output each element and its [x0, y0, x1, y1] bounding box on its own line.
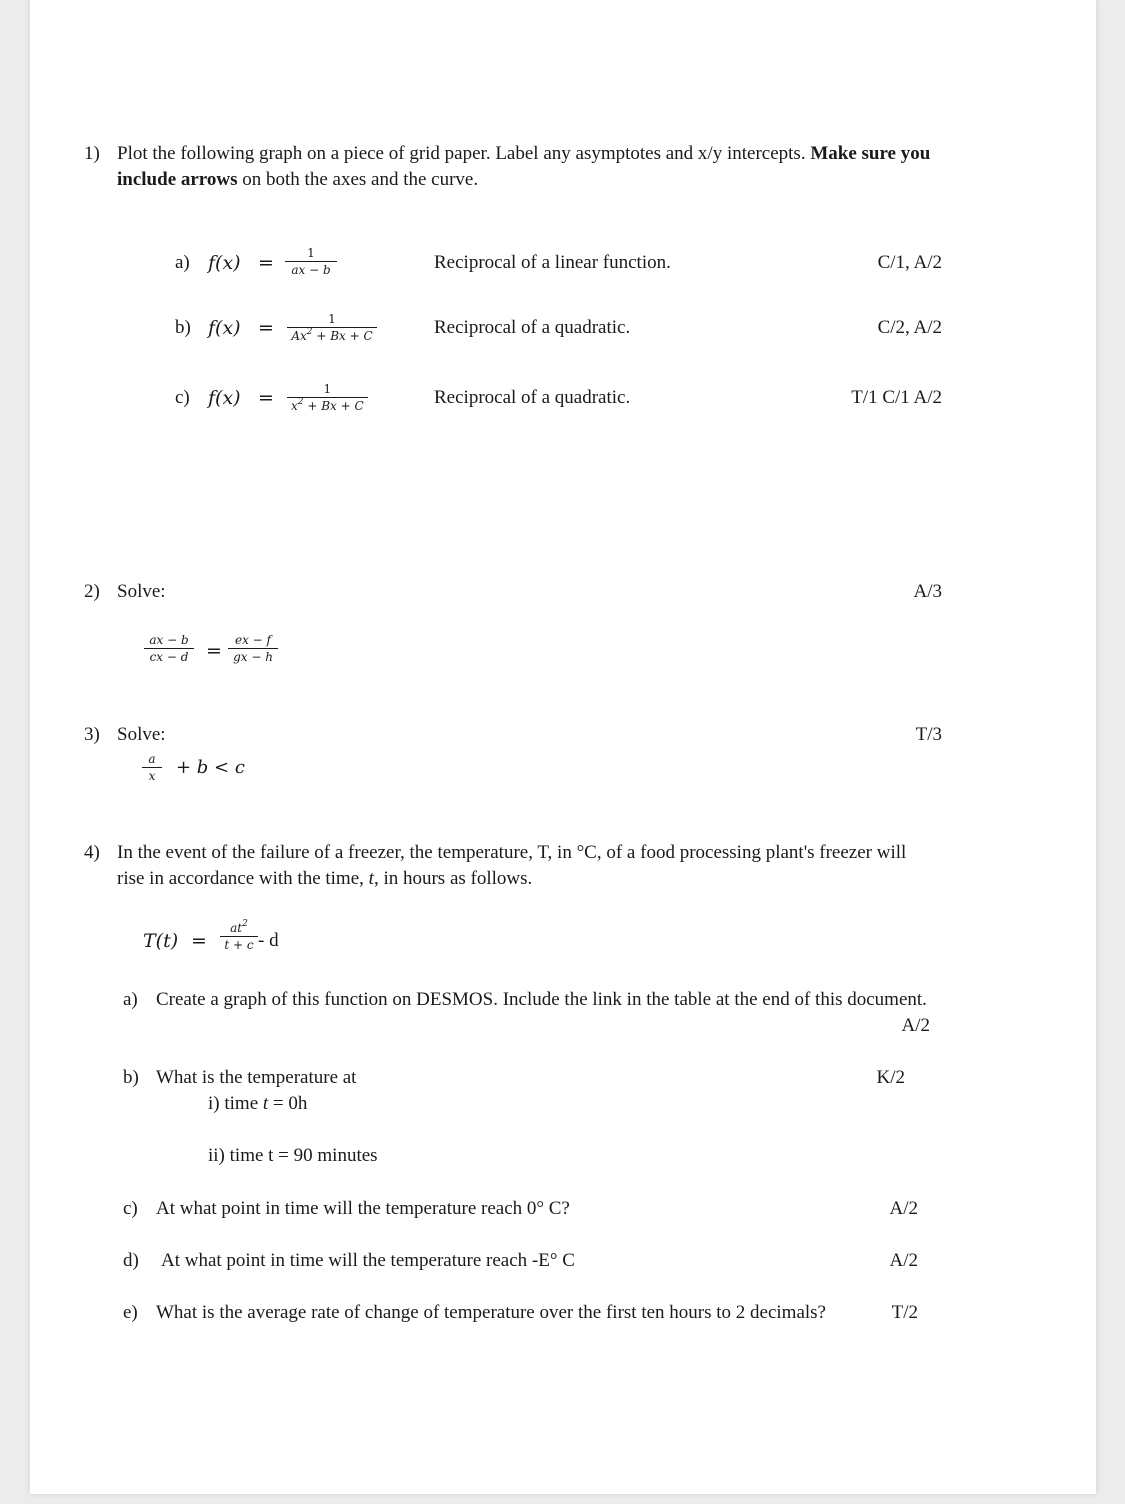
- q3-numerator: a: [148, 752, 156, 766]
- q4e-text: What is the average rate of change of temperature over the first ten hours to 2 decimals?: [156, 1302, 826, 1323]
- q4b-marks: K/2: [876, 1067, 905, 1088]
- q3-number: 3): [84, 724, 100, 745]
- q4b-text: What is the temperature at: [156, 1067, 357, 1088]
- q4-number: 4): [84, 842, 100, 863]
- q2-number: 2): [84, 581, 100, 602]
- q1b-denominator: $Ax^2 + Bx + C$: [291, 327, 373, 343]
- q1-number: 1): [84, 143, 100, 164]
- q4-formula-denominator: t + c: [224, 938, 254, 952]
- q4a-text: Create a graph of this function on DESMOS. Include the link in the table at the end of this document.: [156, 989, 927, 1010]
- q4a-marks: A/2: [901, 1015, 930, 1036]
- q4d-text: At what point in time will the temperature reach -E° C: [161, 1250, 575, 1271]
- q4d-label: d): [123, 1250, 139, 1271]
- q2-right-fraction: [228, 633, 278, 664]
- q1a-denominator: ax − b: [291, 263, 331, 277]
- q1b-equals: =: [258, 317, 274, 339]
- q2-right-numerator: ex − f: [235, 633, 271, 647]
- q4a-label: a): [123, 989, 138, 1010]
- q4b-part-ii: ii) time t = 90 minutes: [208, 1145, 378, 1166]
- q1c-denominator: $x^2 + Bx + C$: [291, 397, 364, 413]
- q3-inequality-rest: + b < c: [176, 757, 245, 778]
- q4b-part-i: i) time t = 0h: [208, 1093, 308, 1114]
- q2-right-denominator: gx − h: [233, 650, 273, 664]
- q4e-marks: T/2: [891, 1302, 918, 1323]
- q4-intro-line2: rise in accordance with the time, t, in hours as follows.: [117, 868, 533, 889]
- q4e-label: e): [123, 1302, 138, 1323]
- q4-intro-line1: In the event of the failure of a freezer, the temperature, T, in °C, of a food processing plant's freezer will: [117, 842, 907, 863]
- q4-formula-lhs: T(t): [143, 930, 179, 952]
- q1b-fraction: [287, 312, 377, 343]
- q2-left-numerator: ax − b: [149, 633, 189, 647]
- q4c-marks: A/2: [889, 1198, 918, 1219]
- q1c-lhs: f(x): [208, 387, 241, 409]
- document-page: [30, 0, 1096, 1494]
- q1a-marks: C/1, A/2: [877, 252, 942, 273]
- q1-instruction-line2: include arrows on both the axes and the curve.: [117, 169, 479, 190]
- q1a-fraction: [285, 246, 337, 277]
- q4-formula-equals: =: [191, 930, 207, 952]
- q3-denominator: x: [148, 769, 156, 783]
- q1b-numerator: 1: [328, 312, 336, 326]
- q3-fraction: [142, 752, 162, 783]
- q2-left-denominator: cx − d: [149, 650, 189, 664]
- q4-formula-fraction: [220, 921, 258, 952]
- q4d-marks: A/2: [889, 1250, 918, 1271]
- q3-marks: T/3: [915, 724, 942, 745]
- q2-prompt: Solve:: [117, 581, 166, 602]
- q1c-fraction: [287, 382, 368, 413]
- q1a-numerator: 1: [307, 246, 315, 260]
- q1b-lhs: f(x): [208, 317, 241, 339]
- q3-prompt: Solve:: [117, 724, 166, 745]
- q1c-label: c): [175, 387, 190, 408]
- q4b-label: b): [123, 1067, 139, 1088]
- q4-formula-tail: - d: [258, 930, 279, 951]
- q4c-label: c): [123, 1198, 138, 1219]
- q1a-equals: =: [258, 252, 274, 274]
- q4c-text: At what point in time will the temperature reach 0° C?: [156, 1198, 570, 1219]
- q1b-label: b): [175, 317, 191, 338]
- q1b-description: Reciprocal of a quadratic.: [434, 317, 631, 338]
- q4-formula-numerator: $at^2$: [230, 919, 248, 935]
- q2-equals: =: [206, 640, 222, 662]
- q1b-marks: C/2, A/2: [877, 317, 942, 338]
- q1c-description: Reciprocal of a quadratic.: [434, 387, 631, 408]
- q1a-lhs: f(x): [208, 252, 241, 274]
- q2-left-fraction: [144, 633, 194, 664]
- q1c-numerator: 1: [323, 382, 332, 396]
- q1c-equals: =: [258, 387, 274, 409]
- q1a-description: Reciprocal of a linear function.: [434, 252, 671, 273]
- q1a-label: a): [175, 252, 190, 273]
- q1c-marks: T/1 C/1 A/2: [851, 387, 942, 408]
- q2-marks: A/3: [913, 581, 942, 602]
- q1-instruction-line1: Plot the following graph on a piece of grid paper. Label any asymptotes and x/y intercepts. Make sure you: [117, 143, 931, 164]
